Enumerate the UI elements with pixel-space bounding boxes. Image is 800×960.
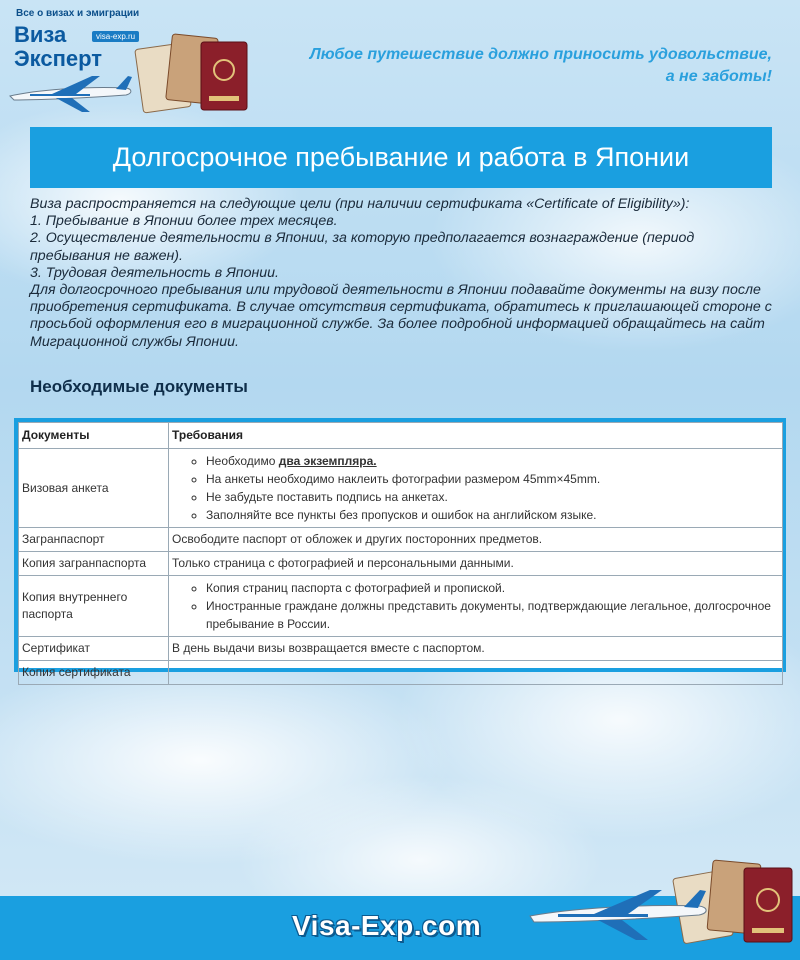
documents-heading: Необходимые документы [30, 377, 248, 396]
doc-cell: Сертификат [19, 637, 169, 661]
table-row [19, 449, 783, 528]
req-list [172, 452, 779, 524]
documents-table-container[interactable] [18, 422, 782, 679]
req-list [172, 579, 779, 633]
table-row [19, 528, 783, 552]
column-header-documents: Документы [19, 423, 169, 449]
req-cell [169, 661, 783, 685]
req-cell: В день выдачи визы возвращается вместе с паспортом. [169, 637, 783, 661]
list-item [206, 452, 779, 470]
intro-purpose-2: 2. Осуществление деятельности в Японии, за которую предполагается вознаграждение (период пребывания не важен). [30, 230, 695, 264]
table-header-row [19, 423, 783, 449]
doc-cell: Копия сертификата [19, 661, 169, 685]
logo-word-expert: Эксперт [14, 46, 103, 71]
req-cell: Только страница с фотографией и персональными данными. [169, 552, 783, 576]
slogan [310, 44, 772, 88]
logo-word-viza: Виза [14, 22, 67, 47]
logo-url-badge: visa-exp.ru [92, 31, 139, 42]
req-cell [169, 449, 783, 528]
column-header-requirements: Требования [169, 423, 783, 449]
req-cell [169, 576, 783, 637]
list-item: ◦ Иностранные граждане должны представить документы, подтверждающие легальное, долгосрочное пребывание в России. [206, 597, 779, 633]
footer-site-name[interactable]: Visa-Exp.com [292, 910, 482, 941]
documents-table [18, 422, 783, 685]
table-row [19, 576, 783, 637]
airplane-icon [6, 70, 136, 114]
slogan-line-1: Любое путешествие должно приносить удовольствие, [309, 46, 772, 63]
intro-purpose-1: 1. Пребывание в Японии более трех месяцев. [30, 213, 338, 230]
list-item: ◦ Не забудьте поставить подпись на анкетах. [206, 488, 779, 506]
list-item: ◦ На анкеты необходимо наклеить фотографии размером 45mm×45mm. [206, 470, 779, 488]
intro-paragraph: Для долгосрочного пребывания или трудовой деятельности в Японии подавайте документы на визу после приобретения сертификата. В случае отсутствия сертификата, обратитесь к приглашающей стороне с просьбой оформления его в миграционной службе. За более подробной информацией обращайтесь на сайт Миграционной службы Японии. [30, 282, 772, 350]
airplane-icon [524, 882, 714, 942]
intro-text [30, 196, 775, 351]
list-item: ◦ Заполняйте все пункты без пропусков и ошибок на английском языке. [206, 506, 779, 524]
site-tagline: Все о визах и эмиграции [16, 8, 140, 19]
intro-purpose-3: 3. Трудовая деятельность в Японии. [30, 264, 279, 281]
table-row [19, 552, 783, 576]
documents-table-frame [14, 418, 786, 679]
req-emphasis: два экземпляра. [278, 454, 377, 468]
table-row [19, 637, 783, 661]
page-title: Долгосрочное пребывание и работа в Японии [30, 127, 772, 188]
req-text: Необходимо [206, 454, 279, 468]
passport-stack-icon [135, 26, 255, 116]
list-item: ◦ Копия страниц паспорта с фотографией и пропиской. [206, 579, 779, 597]
intro-paragraph: Виза распространяется на следующие цели (при наличии сертификата «Certificate of Eligibility»): [30, 196, 690, 212]
doc-cell: Копия загранпаспорта [19, 552, 169, 576]
table-row [19, 661, 783, 685]
slogan-line-2: а не заботы! [665, 68, 772, 85]
doc-cell: Загранпаспорт [19, 528, 169, 552]
doc-cell: Копия внутреннего паспорта [19, 576, 169, 637]
req-cell: Освободите паспорт от обложек и других посторонних предметов. [169, 528, 783, 552]
doc-cell: Визовая анкета [19, 449, 169, 528]
